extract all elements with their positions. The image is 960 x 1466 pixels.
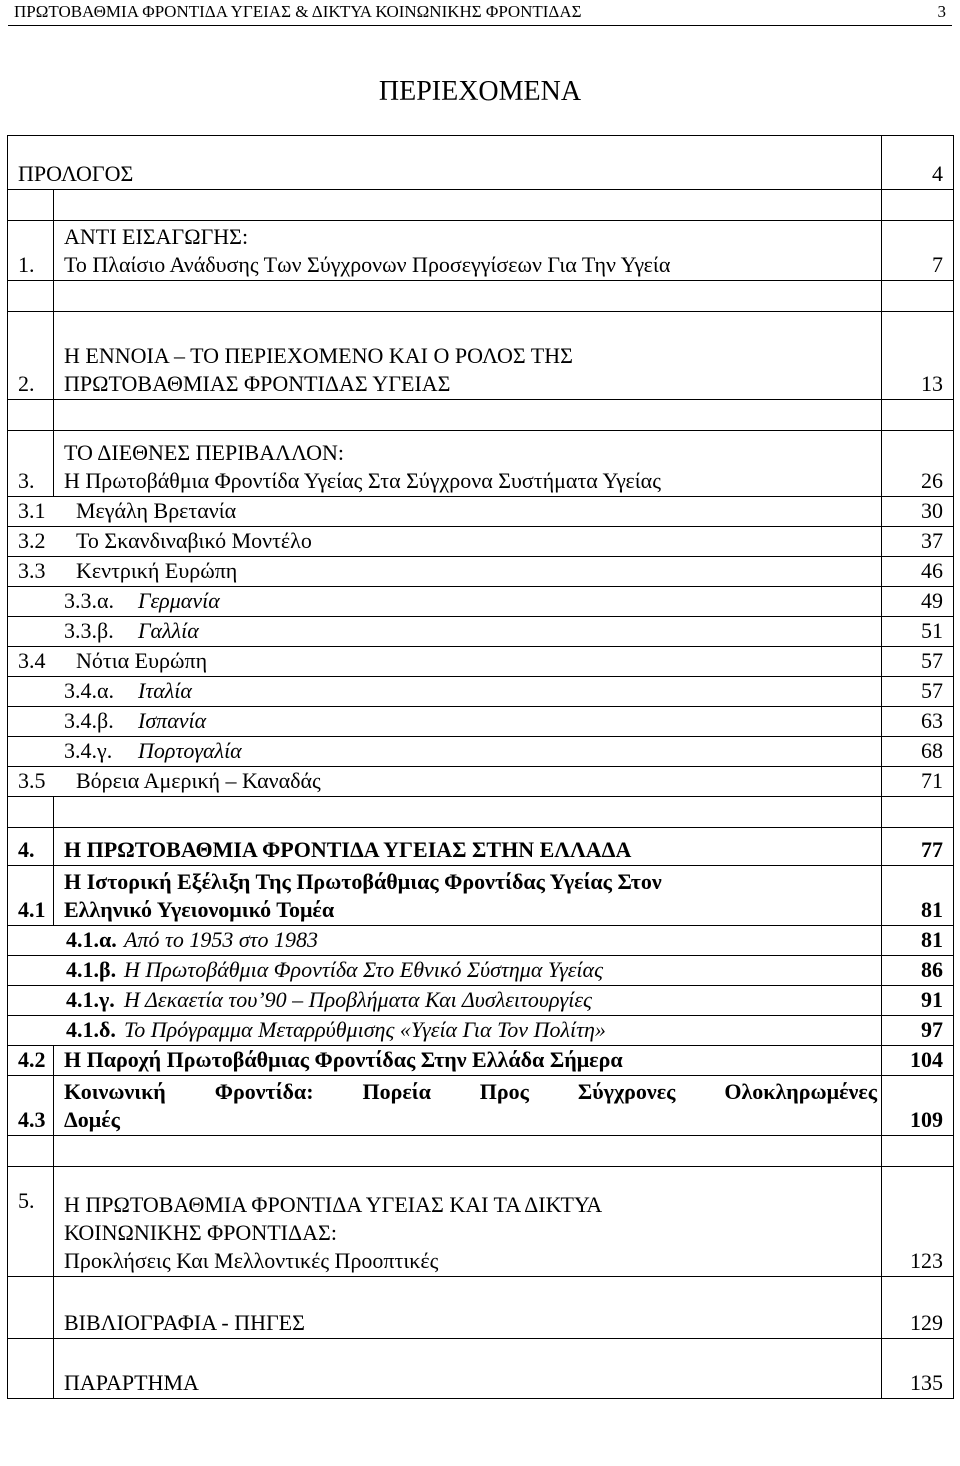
toc-number: 3.3: [18, 558, 46, 583]
toc-section-title: Η Δεκαετία του’90 – Προβλήματα Και Δυσλειτουργίες: [124, 987, 592, 1012]
toc-spacer: [8, 281, 954, 312]
toc-title: Η ΠΡΩΤΟΒΑΘΜΙΑ ΦΡΟΝΤΙΔΑ ΥΓΕΙΑΣ ΣΤΗΝ ΕΛΛΑΔΑ: [54, 828, 882, 866]
toc-page: 97: [882, 1016, 954, 1046]
toc-title: [8, 587, 882, 617]
toc-number: 4.1.γ.: [66, 987, 115, 1012]
toc-title-line: Κοινωνική Φροντίδα: Πορεία Προς Σύγχρονες Ολοκληρωμένες: [64, 1079, 877, 1104]
toc-number: 2.: [8, 312, 54, 400]
toc-table: [7, 135, 954, 1399]
toc-row-chapter-5[interactable]: [8, 1167, 954, 1277]
toc-section-title: Γερμανία: [138, 588, 220, 613]
toc-title: [8, 497, 882, 527]
toc-row-section-3-4-b[interactable]: [8, 707, 954, 737]
toc-number: 3.3.α.: [64, 588, 115, 613]
toc-number: 5.: [8, 1167, 54, 1277]
toc-title-line: Προκλήσεις Και Μελλοντικές Προοπτικές: [64, 1248, 439, 1273]
toc-page: 129: [882, 1277, 954, 1339]
toc-row-section-3-3-a[interactable]: [8, 587, 954, 617]
toc-page: 91: [882, 986, 954, 1016]
toc-page: 57: [882, 677, 954, 707]
toc-page: 135: [882, 1339, 954, 1399]
toc-row-section-3-5[interactable]: [8, 767, 954, 797]
toc-row-section-3-4-a[interactable]: [8, 677, 954, 707]
toc-section-title: Το Πρόγραμμα Μεταρρύθμισης «Υγεία Για Τον Πολίτη»: [124, 1017, 606, 1042]
toc-row-section-4-1-a[interactable]: [8, 926, 954, 956]
toc-page: 63: [882, 707, 954, 737]
toc-title: [54, 1076, 882, 1136]
toc-title: [8, 677, 882, 707]
toc-number: 3.3.β.: [64, 618, 114, 643]
toc-page: 30: [882, 497, 954, 527]
toc-number: 1.: [8, 221, 54, 281]
toc-row-section-3-3-b[interactable]: [8, 617, 954, 647]
toc-title: [54, 1167, 882, 1277]
toc-title-line: Η Ιστορική Εξέλιξη Της Πρωτοβάθμιας Φροντίδας Υγείας Στον: [64, 869, 662, 894]
toc-page: 109: [882, 1076, 954, 1136]
toc-number: 4.2: [8, 1046, 54, 1076]
toc-title-line: ΑΝΤΙ ΕΙΣΑΓΩΓΗΣ:: [64, 224, 249, 249]
toc-page: 49: [882, 587, 954, 617]
toc-row-chapter-3[interactable]: [8, 431, 954, 497]
toc-page: 104: [882, 1046, 954, 1076]
toc-title-line: ΤΟ ΔΙΕΘΝΕΣ ΠΕΡΙΒΑΛΛΟΝ:: [64, 440, 344, 465]
toc-number: 4.1.β.: [66, 957, 117, 982]
toc-row-chapter-1[interactable]: [8, 221, 954, 281]
toc-title: ΠΑΡΑΡΤΗΜΑ: [54, 1339, 882, 1399]
toc-row-section-4-2[interactable]: [8, 1046, 954, 1076]
toc-page: 123: [882, 1167, 954, 1277]
toc-section-title: Ισπανία: [138, 708, 207, 733]
toc-title: [54, 312, 882, 400]
toc-title: [8, 617, 882, 647]
toc-page: 77: [882, 828, 954, 866]
toc-title: [8, 1016, 882, 1046]
toc-section-title: Ιταλία: [138, 678, 192, 703]
toc-section-title: Το Σκανδιναβικό Μοντέλο: [76, 528, 312, 553]
toc-title: [8, 986, 882, 1016]
toc-row-chapter-4[interactable]: [8, 828, 954, 866]
toc-section-title: Βόρεια Αμερική – Καναδάς: [76, 768, 321, 793]
toc-title-line: Η ΕΝΝΟΙΑ – ΤΟ ΠΕΡΙΕΧΟΜΕΝΟ ΚΑΙ Ο ΡΟΛΟΣ ΤΗΣ: [64, 343, 573, 368]
running-header-title: ΠΡΩΤΟΒΑΘΜΙΑ ΦΡΟΝΤΙΔΑ ΥΓΕΙΑΣ & ΔΙΚΤΥΑ ΚΟΙΝΩΝΙΚΗΣ ΦΡΟΝΤΙΔΑΣ: [14, 2, 582, 21]
toc-page: 4: [882, 136, 954, 190]
toc-section-title: Γαλλία: [138, 618, 199, 643]
toc-page: 26: [882, 431, 954, 497]
toc-page: 86: [882, 956, 954, 986]
toc-row-section-3-3[interactable]: [8, 557, 954, 587]
toc-row-bibliography[interactable]: [8, 1277, 954, 1339]
toc-title: [8, 767, 882, 797]
toc-title-line: Το Πλαίσιο Ανάδυσης Των Σύγχρονων Προσεγγίσεων Για Την Υγεία: [64, 252, 671, 277]
toc-row-section-4-1-c[interactable]: [8, 986, 954, 1016]
toc-number: 3.4.γ.: [64, 738, 113, 763]
toc-row-section-3-4[interactable]: [8, 647, 954, 677]
toc-heading: ΠΕΡΙΕΧΟΜΕΝΑ: [378, 76, 582, 107]
toc-number: 3.4.β.: [64, 708, 114, 733]
toc-number: 3.5: [18, 768, 46, 793]
toc-title: [8, 647, 882, 677]
toc-title: [54, 866, 882, 926]
toc-row-section-3-2[interactable]: [8, 527, 954, 557]
toc-number: 4.1.δ.: [66, 1017, 116, 1042]
toc-page: 51: [882, 617, 954, 647]
toc-section-title: Η Πρωτοβάθμια Φροντίδα Στο Εθνικό Σύστημα Υγείας: [124, 957, 604, 982]
toc-number: 4.3: [8, 1076, 54, 1136]
toc-title: [8, 707, 882, 737]
toc-spacer: [8, 1136, 954, 1167]
toc-title: [54, 221, 882, 281]
toc-title-line: ΠΡΩΤΟΒΑΘΜΙΑΣ ΦΡΟΝΤΙΔΑΣ ΥΓΕΙΑΣ: [64, 371, 451, 396]
toc-section-title: Από το 1953 στο 1983: [124, 927, 319, 952]
toc-title-line: Δομές: [64, 1107, 120, 1132]
toc-title-line: ΚΟΙΝΩΝΙΚΗΣ ΦΡΟΝΤΙΔΑΣ:: [64, 1220, 337, 1245]
toc-number: 3.: [8, 431, 54, 497]
toc-title: Η Παροχή Πρωτοβάθμιας Φροντίδας Στην Ελλάδα Σήμερα: [54, 1046, 882, 1076]
running-header: [8, 0, 952, 26]
toc-row-section-4-1-b[interactable]: [8, 956, 954, 986]
toc-section-title: Πορτογαλία: [138, 738, 242, 763]
toc-spacer: [8, 797, 954, 828]
toc-row-chapter-2[interactable]: [8, 312, 954, 400]
toc-number: 3.2: [18, 528, 46, 553]
toc-title: ΠΡΟΛΟΓΟΣ: [8, 136, 882, 190]
toc-title-line: Ελληνικό Υγειονομικό Τομέα: [64, 897, 335, 922]
toc-spacer: [8, 190, 954, 221]
toc-row-section-4-1-d[interactable]: [8, 1016, 954, 1046]
toc-row-section-4-3[interactable]: [8, 1076, 954, 1136]
toc-number: 3.4: [18, 648, 46, 673]
toc-page: 57: [882, 647, 954, 677]
toc-row-section-3-4-c[interactable]: [8, 737, 954, 767]
toc-title: [54, 431, 882, 497]
toc-page: 71: [882, 767, 954, 797]
toc-section-title: Νότια Ευρώπη: [76, 648, 208, 673]
toc-row-section-4-1[interactable]: [8, 866, 954, 926]
toc-row-appendix[interactable]: [8, 1339, 954, 1399]
toc-title: [8, 527, 882, 557]
toc-page: 37: [882, 527, 954, 557]
toc-page: 46: [882, 557, 954, 587]
toc-title: [8, 737, 882, 767]
toc-row-prologue[interactable]: [8, 136, 954, 190]
toc-number: 4.: [8, 828, 54, 866]
toc-title-line: Η Πρωτοβάθμια Φροντίδα Υγείας Στα Σύγχρονα Συστήματα Υγείας: [64, 468, 661, 493]
toc-page: 68: [882, 737, 954, 767]
toc-page: 81: [882, 926, 954, 956]
toc-page: 81: [882, 866, 954, 926]
toc-page: 13: [882, 312, 954, 400]
toc-number: 4.1.α.: [66, 927, 117, 952]
toc-section-title: Κεντρική Ευρώπη: [76, 558, 238, 583]
toc-number: 4.1: [8, 866, 54, 926]
toc-row-section-3-1[interactable]: [8, 497, 954, 527]
toc-title: ΒΙΒΛΙΟΓΡΑΦΙΑ - ΠΗΓΕΣ: [54, 1277, 882, 1339]
toc-spacer: [8, 400, 954, 431]
toc-title: [8, 926, 882, 956]
toc-title-line: Η ΠΡΩΤΟΒΑΘΜΙΑ ΦΡΟΝΤΙΔΑ ΥΓΕΙΑΣ ΚΑΙ ΤΑ ΔΙΚΤΥΑ: [64, 1192, 603, 1217]
running-header-page-number: 3: [937, 2, 946, 21]
toc-number: 3.4.α.: [64, 678, 115, 703]
toc-section-title: Μεγάλη Βρετανία: [76, 498, 237, 523]
toc-page: 7: [882, 221, 954, 281]
toc-title: [8, 956, 882, 986]
toc-number: 3.1: [18, 498, 46, 523]
toc-title: [8, 557, 882, 587]
